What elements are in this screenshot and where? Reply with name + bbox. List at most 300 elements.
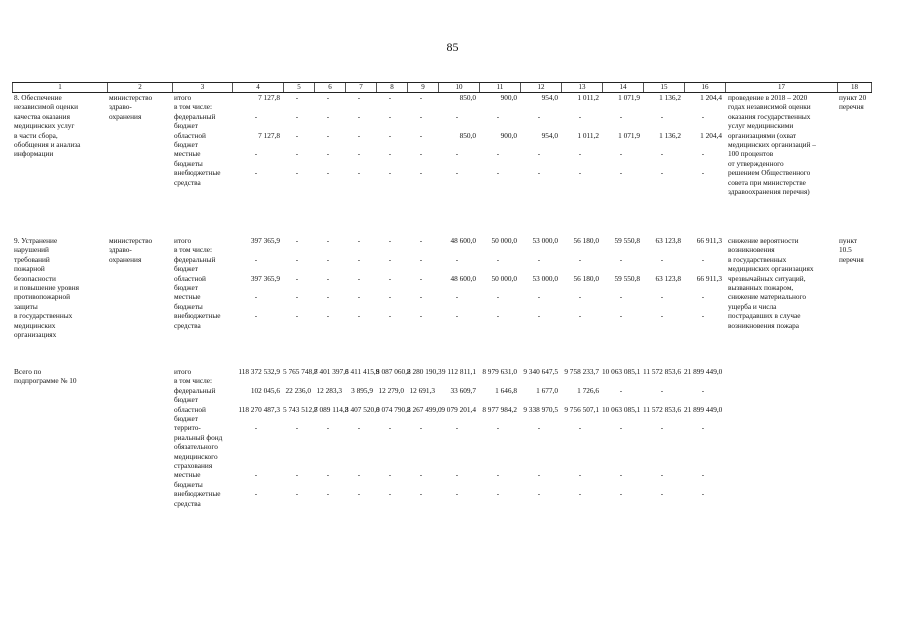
result-description-line: оказания государственных <box>728 111 811 121</box>
value-cell: 9 338 970,5 <box>523 404 558 414</box>
value-cell: 850,0 <box>459 93 476 102</box>
value-cell: - <box>701 385 705 395</box>
measure-name-line: медицинских <box>14 320 56 330</box>
result-description-line: снижение вероятности <box>728 236 799 245</box>
value-cell: 9 340 647,5 <box>523 367 558 376</box>
header-cell: 5 <box>283 83 314 92</box>
value-cell: - <box>660 254 664 264</box>
source-label-line: средства <box>174 320 201 330</box>
measure-name-line: нарушений <box>14 245 49 255</box>
table-header-row <box>12 82 872 93</box>
source-label-line: средства <box>174 498 201 508</box>
value-cell: - <box>619 111 623 121</box>
value-cell: - <box>537 111 541 121</box>
value-cell: - <box>388 111 392 121</box>
measure-name-line: информации <box>14 149 54 159</box>
value-cell: - <box>388 311 392 321</box>
value-cell: - <box>295 168 299 178</box>
value-cell: 7 089 114,3 <box>314 404 349 414</box>
source-label-line: риальный фонд <box>174 432 223 442</box>
value-cell: - <box>419 292 423 302</box>
value-cell: - <box>496 149 500 159</box>
value-cell: - <box>419 168 423 178</box>
result-description-line: совета при министерстве <box>728 177 806 187</box>
value-cell: 1 204,4 <box>700 130 722 140</box>
executor-line: охранения <box>109 254 142 264</box>
value-cell: - <box>496 311 500 321</box>
value-cell: - <box>357 273 361 283</box>
header-cell: 9 <box>407 83 438 92</box>
executor-line: министерство <box>109 93 153 102</box>
source-label-line: областной <box>174 130 206 140</box>
result-description-line: чрезвычайных ситуаций, <box>728 273 806 283</box>
measure-name-line: требований <box>14 254 50 264</box>
source-label-line: итого <box>174 93 192 102</box>
source-label-line: внебюджетные <box>174 168 221 178</box>
value-cell: - <box>619 254 623 264</box>
value-cell: - <box>295 149 299 159</box>
value-cell: - <box>254 292 258 302</box>
value-cell: - <box>419 311 423 321</box>
measure-name-line: независимой оценки <box>14 102 78 112</box>
header-cell: 3 <box>172 83 232 92</box>
measure-name-line: качества оказания <box>14 111 70 121</box>
value-cell: 9 756 507,1 <box>564 404 599 414</box>
value-cell: - <box>254 470 258 480</box>
value-cell: - <box>660 311 664 321</box>
source-label-line: средства <box>174 177 201 187</box>
value-cell: - <box>578 292 582 302</box>
value-cell: 8 411 415,9 <box>345 367 380 376</box>
value-cell: - <box>388 292 392 302</box>
value-cell: 5 743 512,8 <box>283 404 318 414</box>
result-description-line: решением Общественного <box>728 168 811 178</box>
measure-name-line: организациях <box>14 330 57 339</box>
value-cell: - <box>254 489 258 499</box>
measure-name-line: пожарной <box>14 264 45 274</box>
source-label-line: бюджет <box>174 414 198 423</box>
value-cell: 59 550,8 <box>614 236 640 245</box>
value-cell: - <box>357 311 361 321</box>
value-cell: - <box>619 292 623 302</box>
source-label-line: бюджеты <box>174 479 203 489</box>
source-label-line: итого <box>174 236 192 245</box>
value-cell: 900,0 <box>500 93 517 102</box>
measure-name-line: Всего по <box>14 367 42 376</box>
value-cell: - <box>496 292 500 302</box>
header-cell: 10 <box>438 83 479 92</box>
value-cell: - <box>537 489 541 499</box>
reference-line: пункт 20 <box>839 93 867 102</box>
value-cell: - <box>295 423 299 433</box>
result-description-line: услуг медицинскими <box>728 121 794 131</box>
source-label-line: федеральный <box>174 111 216 121</box>
result-description-line: годах независимой оценки <box>728 102 811 112</box>
value-cell: 7 127,8 <box>258 93 280 102</box>
source-label-line: областной <box>174 273 206 283</box>
value-cell: - <box>357 470 361 480</box>
value-cell: 1 011,2 <box>577 130 599 140</box>
value-cell: 1 136,2 <box>659 130 681 140</box>
result-description-line: здравоохранения перечня) <box>728 187 810 196</box>
source-label-line: в том числе: <box>174 102 213 112</box>
value-cell: - <box>357 130 361 140</box>
value-cell: - <box>619 470 623 480</box>
value-cell: - <box>660 149 664 159</box>
value-cell: - <box>388 273 392 283</box>
value-cell: - <box>701 254 705 264</box>
source-label-line: федеральный <box>174 254 216 264</box>
value-cell: - <box>455 292 459 302</box>
source-label-line: бюджет <box>174 121 198 131</box>
value-cell: - <box>419 489 423 499</box>
value-cell: - <box>496 111 500 121</box>
value-cell: - <box>496 470 500 480</box>
result-description-line: ущерба и числа <box>728 301 777 311</box>
value-cell: - <box>388 423 392 433</box>
measure-name-line: обобщения и анализа <box>14 140 81 149</box>
value-cell: - <box>660 111 664 121</box>
value-cell: - <box>388 489 392 499</box>
value-cell: 1 071,9 <box>618 93 640 102</box>
value-cell: - <box>701 470 705 480</box>
value-cell: - <box>388 168 392 178</box>
value-cell: - <box>455 254 459 264</box>
value-cell: 3 895,9 <box>351 385 373 395</box>
value-cell: 1 071,9 <box>618 130 640 140</box>
value-cell: 900,0 <box>500 130 517 140</box>
header-cell: 1 <box>12 83 107 92</box>
header-cell: 13 <box>561 83 602 92</box>
value-cell: - <box>357 423 361 433</box>
source-label-line: террито- <box>174 423 201 433</box>
value-cell: - <box>660 470 664 480</box>
value-cell: - <box>357 236 361 245</box>
value-cell: - <box>254 311 258 321</box>
value-cell: - <box>326 236 330 245</box>
measure-name-line: в государственных <box>14 311 73 321</box>
value-cell: 9 758 233,7 <box>564 367 599 376</box>
measure-name-line: противопожарной <box>14 292 71 302</box>
value-cell: 1 726,6 <box>577 385 599 395</box>
value-cell: - <box>660 168 664 178</box>
result-description-line: возникновения <box>728 245 775 255</box>
measure-name-line: и повышение уровня <box>14 283 80 292</box>
value-cell: - <box>419 236 423 245</box>
value-cell: - <box>660 423 664 433</box>
measure-name-line: безопасности <box>14 273 56 283</box>
source-label-line: страхования <box>174 461 213 470</box>
value-cell: - <box>295 130 299 140</box>
value-cell: 9 112 811,1 <box>441 367 476 376</box>
value-cell: - <box>326 470 330 480</box>
value-cell: - <box>254 149 258 159</box>
value-cell: 1 204,4 <box>700 93 722 102</box>
value-cell: - <box>455 311 459 321</box>
measure-name-line: 8. Обеспечение <box>14 93 62 102</box>
source-label-line: обязательного <box>174 442 218 452</box>
header-cell: 7 <box>345 83 376 92</box>
reference-line: пункт <box>839 236 858 245</box>
value-cell: 118 372 532,9 <box>238 367 280 376</box>
value-cell: 50 000,0 <box>491 273 517 283</box>
value-cell: - <box>326 423 330 433</box>
measure-name-line: защиты <box>14 301 38 311</box>
value-cell: 63 123,8 <box>655 236 681 245</box>
value-cell: 954,0 <box>541 93 558 102</box>
header-cell: 11 <box>479 83 520 92</box>
value-cell: - <box>701 168 705 178</box>
header-cell: 4 <box>232 83 283 92</box>
value-cell: - <box>295 254 299 264</box>
value-cell: - <box>537 423 541 433</box>
value-cell: - <box>701 111 705 121</box>
executor-line: здраво- <box>109 102 132 112</box>
value-cell: - <box>578 149 582 159</box>
source-label-line: бюджет <box>174 264 198 274</box>
value-cell: - <box>419 111 423 121</box>
header-cell: 18 <box>837 83 872 92</box>
header-cell: 17 <box>725 83 837 92</box>
value-cell: - <box>326 489 330 499</box>
value-cell: - <box>455 423 459 433</box>
value-cell: 7 127,8 <box>258 130 280 140</box>
value-cell: 12 279,0 <box>378 385 404 395</box>
header-cell: 6 <box>314 83 345 92</box>
value-cell: - <box>496 489 500 499</box>
value-cell: - <box>537 168 541 178</box>
value-cell: - <box>419 423 423 433</box>
value-cell: - <box>496 254 500 264</box>
value-cell: - <box>388 236 392 245</box>
value-cell: - <box>254 168 258 178</box>
result-description-line: пострадавших в случае <box>728 311 801 321</box>
result-description-line: вызванных пожаром, <box>728 283 794 292</box>
source-label-line: бюджет <box>174 395 198 405</box>
value-cell: - <box>455 111 459 121</box>
value-cell: 50 000,0 <box>491 236 517 245</box>
value-cell: - <box>419 93 423 102</box>
value-cell: - <box>357 168 361 178</box>
reference-line: перечня <box>839 254 864 264</box>
executor-line: охранения <box>109 111 142 121</box>
value-cell: 1 136,2 <box>659 93 681 102</box>
value-cell: - <box>295 111 299 121</box>
value-cell: - <box>701 149 705 159</box>
source-label-line: внебюджетные <box>174 311 221 321</box>
value-cell: - <box>388 130 392 140</box>
value-cell: - <box>578 254 582 264</box>
value-cell: 10 063 085,1 <box>602 367 641 376</box>
value-cell: - <box>326 254 330 264</box>
value-cell: - <box>388 254 392 264</box>
value-cell: - <box>455 470 459 480</box>
source-label-line: в том числе: <box>174 245 213 255</box>
source-label-line: в том числе: <box>174 376 213 386</box>
value-cell: - <box>357 489 361 499</box>
result-description-line: медицинских организаций – <box>728 140 816 149</box>
value-cell: 954,0 <box>541 130 558 140</box>
result-description-line: медицинских организациях <box>728 264 814 274</box>
reference-line: перечня <box>839 102 864 112</box>
value-cell: - <box>419 273 423 283</box>
value-cell: 10 063 085,1 <box>602 404 641 414</box>
value-cell: - <box>326 93 330 102</box>
value-cell: - <box>388 470 392 480</box>
value-cell: 12 283,3 <box>316 385 342 395</box>
value-cell: - <box>496 168 500 178</box>
measure-name-line: в части сбора, <box>14 130 58 140</box>
source-label-line: бюджет <box>174 140 198 149</box>
value-cell: 8 407 520,0 <box>345 404 380 414</box>
value-cell: - <box>619 385 623 395</box>
value-cell: - <box>455 489 459 499</box>
value-cell: - <box>419 130 423 140</box>
value-cell: 33 609,7 <box>450 385 476 395</box>
value-cell: - <box>388 93 392 102</box>
value-cell: - <box>701 489 705 499</box>
source-label-line: бюджет <box>174 283 198 292</box>
value-cell: - <box>578 470 582 480</box>
value-cell: - <box>326 292 330 302</box>
value-cell: 8 280 190,3 <box>407 367 442 376</box>
value-cell: 11 572 853,6 <box>643 367 682 376</box>
source-label-line: бюджеты <box>174 301 203 311</box>
value-cell: - <box>701 423 705 433</box>
value-cell: - <box>660 292 664 302</box>
value-cell: - <box>295 273 299 283</box>
source-label-line: медицинского <box>174 451 218 461</box>
value-cell: 8 074 790,2 <box>376 404 411 414</box>
value-cell: - <box>326 149 330 159</box>
value-cell: - <box>295 93 299 102</box>
source-label-line: внебюджетные <box>174 489 221 499</box>
value-cell: - <box>357 111 361 121</box>
value-cell: - <box>357 149 361 159</box>
header-cell: 15 <box>643 83 684 92</box>
value-cell: 59 550,8 <box>614 273 640 283</box>
header-cell: 12 <box>520 83 561 92</box>
value-cell: 48 600,0 <box>450 236 476 245</box>
value-cell: - <box>660 385 664 395</box>
value-cell: 8 267 499,0 <box>407 404 442 414</box>
value-cell: - <box>295 236 299 245</box>
value-cell: - <box>578 311 582 321</box>
value-cell: 66 911,3 <box>696 236 722 245</box>
value-cell: - <box>619 489 623 499</box>
value-cell: - <box>388 149 392 159</box>
value-cell: - <box>295 292 299 302</box>
value-cell: - <box>578 489 582 499</box>
value-cell: 12 691,3 <box>409 385 435 395</box>
result-description-line: снижение материального <box>728 292 806 302</box>
header-cell: 14 <box>602 83 643 92</box>
value-cell: 397 365,9 <box>250 273 280 283</box>
value-cell: - <box>455 149 459 159</box>
source-label-line: областной <box>174 404 206 414</box>
value-cell: 66 911,3 <box>696 273 722 283</box>
value-cell: - <box>496 423 500 433</box>
value-cell: - <box>326 311 330 321</box>
value-cell: 21 899 449,0 <box>684 404 723 414</box>
value-cell: 21 899 449,0 <box>684 367 723 376</box>
value-cell: 1 646,8 <box>495 385 517 395</box>
result-description-line: в государственных <box>728 254 787 264</box>
value-cell: 8 087 060,2 <box>376 367 411 376</box>
value-cell: - <box>455 168 459 178</box>
value-cell: - <box>254 111 258 121</box>
value-cell: 8 977 984,2 <box>482 404 517 414</box>
value-cell: - <box>619 311 623 321</box>
measure-name-line: 9. Устранение <box>14 236 58 245</box>
source-label-line: итого <box>174 367 192 376</box>
source-label-line: федеральный <box>174 385 216 395</box>
value-cell: - <box>357 292 361 302</box>
source-label-line: местные <box>174 470 201 480</box>
value-cell: 850,0 <box>459 130 476 140</box>
measure-name-line: подпрограмме № 10 <box>14 376 77 386</box>
value-cell: - <box>578 168 582 178</box>
value-cell: - <box>419 254 423 264</box>
value-cell: 1 677,0 <box>536 385 558 395</box>
value-cell: 22 236,0 <box>285 385 311 395</box>
value-cell: 1 011,2 <box>577 93 599 102</box>
value-cell: 5 765 748,8 <box>283 367 318 376</box>
value-cell: - <box>419 470 423 480</box>
value-cell: - <box>701 292 705 302</box>
value-cell: 63 123,8 <box>655 273 681 283</box>
value-cell: 7 401 397,6 <box>314 367 349 376</box>
value-cell: - <box>357 93 361 102</box>
value-cell: 11 572 853,6 <box>643 404 682 414</box>
page-number: 85 <box>446 40 459 54</box>
value-cell: - <box>295 311 299 321</box>
value-cell: 56 180,0 <box>573 236 599 245</box>
value-cell: 397 365,9 <box>250 236 280 245</box>
value-cell: 56 180,0 <box>573 273 599 283</box>
value-cell: - <box>295 489 299 499</box>
value-cell: - <box>254 423 258 433</box>
value-cell: - <box>326 168 330 178</box>
header-cell: 8 <box>376 83 407 92</box>
value-cell: 8 979 631,0 <box>482 367 517 376</box>
value-cell: - <box>326 111 330 121</box>
value-cell: 53 000,0 <box>532 273 558 283</box>
executor-line: здраво- <box>109 245 132 255</box>
value-cell: - <box>326 273 330 283</box>
value-cell: - <box>326 130 330 140</box>
source-label-line: местные <box>174 292 201 302</box>
value-cell: - <box>578 111 582 121</box>
source-label-line: бюджеты <box>174 158 203 168</box>
result-description-line: проведение в 2018 – 2020 <box>728 93 808 102</box>
header-cell: 2 <box>107 83 172 92</box>
executor-line: министерство <box>109 236 153 245</box>
value-cell: 53 000,0 <box>532 236 558 245</box>
measure-name-line: медицинских услуг <box>14 121 75 131</box>
result-description-line: от утвержденного <box>728 158 784 168</box>
value-cell: 118 270 487,3 <box>238 404 280 414</box>
reference-line: 10.5 <box>839 245 852 255</box>
value-cell: - <box>660 489 664 499</box>
value-cell: - <box>537 254 541 264</box>
value-cell: 102 045,6 <box>250 385 280 395</box>
value-cell: 9 079 201,4 <box>441 404 476 414</box>
value-cell: - <box>537 311 541 321</box>
value-cell: - <box>537 149 541 159</box>
source-label-line: местные <box>174 149 201 159</box>
result-description-line: организациями (охват <box>728 130 797 140</box>
